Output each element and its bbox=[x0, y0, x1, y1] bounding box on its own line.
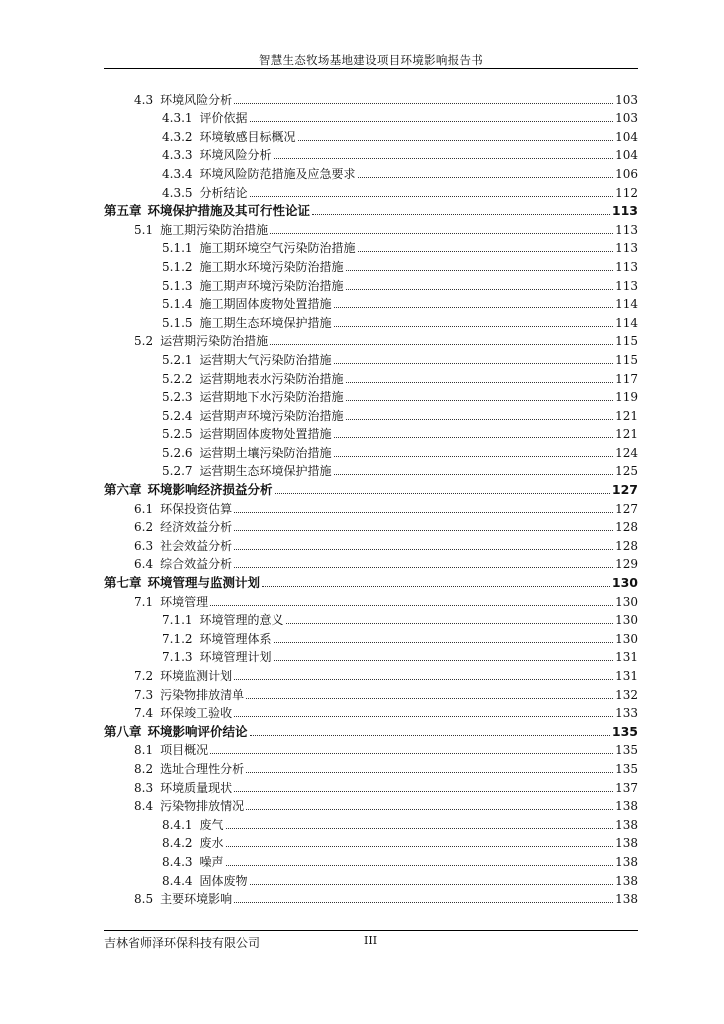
toc-entry-page: 106 bbox=[615, 166, 638, 181]
toc-entry-title: 选址合理性分析 bbox=[160, 761, 245, 776]
toc-entry-page: 131 bbox=[615, 669, 638, 683]
toc-entry[interactable] bbox=[104, 590, 638, 609]
toc-entry[interactable] bbox=[104, 274, 638, 293]
toc-entry-title: 运营期地下水污染防治措施 bbox=[199, 390, 344, 405]
dot-leader bbox=[334, 437, 614, 438]
toc-entry-page: 131 bbox=[615, 650, 638, 665]
toc-entry-title: 环境管理与监测计划 bbox=[147, 575, 261, 591]
toc-entry-number: 5.2.4 bbox=[162, 408, 193, 423]
dot-leader bbox=[246, 772, 613, 773]
dot-leader bbox=[346, 419, 614, 420]
dot-leader bbox=[270, 344, 613, 345]
toc-entry-page: 121 bbox=[615, 408, 638, 423]
dot-leader bbox=[250, 735, 610, 736]
toc-entry[interactable] bbox=[104, 386, 638, 405]
dot-leader bbox=[358, 251, 614, 252]
toc-entry-number: 5.2.1 bbox=[162, 352, 193, 367]
toc-entry-number: 5.1.5 bbox=[162, 315, 193, 330]
toc-entry-title: 运营期固体废物处置措施 bbox=[199, 427, 332, 442]
toc-entry-page: 121 bbox=[615, 427, 638, 442]
toc-entry-title: 环境管理的意义 bbox=[199, 613, 284, 628]
dot-leader bbox=[274, 660, 614, 661]
toc-entry-page: 138 bbox=[615, 892, 638, 907]
toc-entry-title: 施工期水环境污染防治措施 bbox=[199, 259, 344, 274]
toc-entry-number: 8.4.2 bbox=[162, 836, 193, 851]
running-header: 智慧生态牧场基地建设项目环境影响报告书 bbox=[258, 53, 484, 67]
toc-entry-title: 污染物排放清单 bbox=[160, 687, 245, 702]
dot-leader bbox=[234, 791, 613, 792]
dot-leader bbox=[286, 623, 614, 624]
toc-entry-title: 运营期大气污染防治措施 bbox=[199, 352, 332, 367]
footer-company: 吉林省师泽环保科技有限公司 bbox=[104, 936, 261, 950]
toc-entry-page: 137 bbox=[615, 780, 638, 795]
toc-entry-page: 138 bbox=[615, 873, 638, 888]
toc-entry-page: 119 bbox=[615, 390, 638, 405]
toc-entry-title: 运营期地表水污染防治措施 bbox=[199, 371, 344, 386]
toc-entry[interactable] bbox=[104, 255, 638, 274]
dot-leader bbox=[275, 493, 610, 494]
toc-entry-title: 施工期固体废物处置措施 bbox=[199, 297, 332, 312]
toc-entry-number: 4.3.4 bbox=[162, 166, 193, 181]
toc-entry[interactable] bbox=[104, 627, 638, 646]
toc-entry-title: 环境影响经济损益分析 bbox=[147, 482, 273, 498]
dot-leader bbox=[346, 270, 614, 271]
dot-leader bbox=[298, 140, 614, 141]
toc-entry-page: 113 bbox=[611, 203, 638, 219]
toc-entry[interactable] bbox=[104, 88, 638, 107]
toc-entry[interactable] bbox=[104, 218, 638, 237]
toc-entry-number: 7.2 bbox=[134, 669, 154, 683]
dot-leader bbox=[346, 289, 614, 290]
toc-entry-title: 运营期污染防治措施 bbox=[160, 334, 269, 349]
toc-entry-title: 环境影响评价结论 bbox=[147, 723, 248, 739]
toc-entry[interactable] bbox=[104, 516, 638, 535]
toc-entry[interactable] bbox=[104, 181, 638, 200]
dot-leader bbox=[234, 103, 613, 104]
toc-entry-number: 5.1.1 bbox=[162, 241, 193, 256]
toc-entry-number: 4.3.5 bbox=[162, 185, 193, 200]
toc-entry-page: 115 bbox=[615, 352, 638, 367]
toc-entry-title: 环境质量现状 bbox=[160, 780, 233, 795]
toc-entry-title: 评价依据 bbox=[199, 111, 248, 126]
toc-entry-page: 128 bbox=[615, 520, 638, 535]
toc-entry-number: 第八章 bbox=[104, 723, 142, 739]
toc-entry-title: 施工期声环境污染防治措施 bbox=[199, 278, 344, 293]
dot-leader bbox=[226, 846, 614, 847]
header-divider bbox=[104, 68, 638, 69]
dot-leader bbox=[234, 512, 613, 513]
toc-entry-number: 5.1 bbox=[134, 222, 154, 237]
toc-entry-page: 135 bbox=[615, 743, 638, 758]
dot-leader bbox=[270, 233, 613, 234]
dot-leader bbox=[234, 679, 613, 680]
toc-entry-title: 环境监测计划 bbox=[160, 669, 233, 683]
toc-entry-title: 项目概况 bbox=[160, 743, 209, 758]
toc-entry[interactable] bbox=[104, 404, 638, 423]
toc-entry[interactable] bbox=[104, 739, 638, 758]
toc-chapter-entry[interactable] bbox=[104, 571, 638, 590]
toc-entry-number: 8.5 bbox=[134, 892, 154, 907]
toc-entry[interactable] bbox=[104, 850, 638, 869]
dot-leader bbox=[234, 567, 613, 568]
toc-entry[interactable] bbox=[104, 125, 638, 144]
toc-entry-title: 社会效益分析 bbox=[160, 538, 233, 553]
toc-entry[interactable] bbox=[104, 144, 638, 163]
toc-entry[interactable] bbox=[104, 107, 638, 126]
toc-entry-number: 5.2.5 bbox=[162, 427, 193, 442]
toc-entry-title: 环境保护措施及其可行性论证 bbox=[147, 203, 311, 219]
toc-entry-page: 127 bbox=[615, 501, 638, 516]
toc-entry-title: 污染物排放情况 bbox=[160, 799, 245, 814]
dot-leader bbox=[250, 121, 614, 122]
toc-entry-page: 130 bbox=[615, 613, 638, 628]
dot-leader bbox=[250, 884, 614, 885]
toc-entry[interactable] bbox=[104, 534, 638, 553]
toc-entry-page: 115 bbox=[615, 334, 638, 349]
toc-entry-title: 运营期土壤污染防治措施 bbox=[199, 445, 332, 460]
dot-leader bbox=[334, 326, 614, 327]
toc-entry-number: 4.3.2 bbox=[162, 129, 193, 144]
toc-entry[interactable] bbox=[104, 683, 638, 702]
toc-entry-page: 132 bbox=[615, 687, 638, 702]
toc-entry-number: 5.1.2 bbox=[162, 259, 193, 274]
toc-entry-page: 113 bbox=[615, 259, 638, 274]
toc-entry[interactable] bbox=[104, 776, 638, 795]
toc-entry[interactable] bbox=[104, 888, 638, 907]
toc-entry-number: 8.4.3 bbox=[162, 854, 193, 869]
dot-leader bbox=[246, 698, 613, 699]
toc-entry-number: 8.1 bbox=[134, 743, 154, 758]
dot-leader bbox=[234, 549, 613, 550]
toc-entry-page: 130 bbox=[615, 594, 638, 609]
toc-entry-number: 5.2.2 bbox=[162, 371, 193, 386]
toc-entry-page: 103 bbox=[615, 111, 638, 126]
toc-entry-page: 125 bbox=[615, 464, 638, 479]
toc-entry[interactable] bbox=[104, 553, 638, 572]
toc-entry-page: 117 bbox=[615, 371, 638, 386]
toc-entry-number: 第七章 bbox=[104, 575, 142, 591]
toc-entry[interactable] bbox=[104, 330, 638, 349]
toc-entry-title: 固体废物 bbox=[199, 873, 248, 888]
toc-entry-number: 7.1.3 bbox=[162, 650, 193, 665]
toc-entry-title: 综合效益分析 bbox=[160, 557, 233, 572]
toc-entry-number: 7.3 bbox=[134, 687, 154, 702]
dot-leader bbox=[210, 605, 613, 606]
toc-entry-page: 104 bbox=[615, 148, 638, 163]
toc-chapter-entry[interactable] bbox=[104, 720, 638, 739]
toc-entry[interactable] bbox=[104, 311, 638, 330]
dot-leader bbox=[226, 828, 614, 829]
toc-chapter-entry[interactable] bbox=[104, 200, 638, 219]
toc-entry-number: 4.3 bbox=[134, 92, 154, 107]
toc-entry-title: 环境风险分析 bbox=[199, 148, 272, 163]
dot-leader bbox=[234, 716, 613, 717]
toc-entry[interactable] bbox=[104, 423, 638, 442]
toc-entry-title: 废水 bbox=[199, 836, 224, 851]
toc-entry-number: 5.2 bbox=[134, 334, 154, 349]
toc-entry-title: 经济效益分析 bbox=[160, 520, 233, 535]
toc-entry[interactable] bbox=[104, 757, 638, 776]
table-of-contents bbox=[104, 88, 638, 906]
toc-entry-number: 5.2.3 bbox=[162, 390, 193, 405]
toc-entry-number: 第六章 bbox=[104, 482, 142, 498]
toc-entry[interactable] bbox=[104, 795, 638, 814]
dot-leader bbox=[346, 400, 614, 401]
toc-entry-title: 噪声 bbox=[199, 854, 224, 869]
toc-entry-page: 127 bbox=[611, 482, 638, 498]
toc-entry-page: 130 bbox=[615, 631, 638, 646]
toc-entry-title: 运营期声环境污染防治措施 bbox=[199, 408, 344, 423]
toc-entry-page: 113 bbox=[615, 241, 638, 256]
toc-entry[interactable] bbox=[104, 813, 638, 832]
dot-leader bbox=[262, 586, 610, 587]
toc-entry-number: 6.1 bbox=[134, 501, 154, 516]
toc-entry-number: 8.4.4 bbox=[162, 873, 193, 888]
toc-entry[interactable] bbox=[104, 832, 638, 851]
footer-page-number: III bbox=[364, 934, 378, 947]
toc-entry-number: 5.1.3 bbox=[162, 278, 193, 293]
toc-entry-title: 环境管理体系 bbox=[199, 631, 272, 646]
toc-entry-page: 103 bbox=[615, 92, 638, 107]
toc-entry-title: 环境敏感目标概况 bbox=[199, 129, 296, 144]
footer-divider bbox=[104, 930, 638, 931]
toc-entry-title: 分析结论 bbox=[199, 185, 248, 200]
toc-entry-number: 8.3 bbox=[134, 780, 154, 795]
toc-entry-number: 7.1 bbox=[134, 594, 154, 609]
dot-leader bbox=[334, 363, 614, 364]
toc-chapter-entry[interactable] bbox=[104, 478, 638, 497]
toc-entry-number: 第五章 bbox=[104, 203, 142, 219]
toc-entry-title: 运营期生态环境保护措施 bbox=[199, 464, 332, 479]
toc-entry-page: 135 bbox=[611, 723, 638, 739]
toc-entry-page: 114 bbox=[615, 297, 638, 312]
dot-leader bbox=[274, 158, 614, 159]
toc-entry-page: 112 bbox=[615, 185, 638, 200]
toc-entry[interactable] bbox=[104, 664, 638, 683]
toc-entry[interactable] bbox=[104, 162, 638, 181]
toc-entry-page: 128 bbox=[615, 538, 638, 553]
dot-leader bbox=[210, 753, 613, 754]
toc-entry-number: 8.2 bbox=[134, 761, 154, 776]
toc-entry-title: 环境管理 bbox=[160, 594, 209, 609]
toc-entry-title: 环境管理计划 bbox=[199, 650, 272, 665]
toc-entry-title: 环境风险分析 bbox=[160, 92, 233, 107]
toc-entry-page: 130 bbox=[611, 575, 638, 591]
toc-entry[interactable] bbox=[104, 348, 638, 367]
toc-entry-page: 104 bbox=[615, 129, 638, 144]
dot-leader bbox=[346, 382, 614, 383]
toc-entry-number: 4.3.1 bbox=[162, 111, 193, 126]
toc-entry-number: 8.4 bbox=[134, 799, 154, 814]
toc-entry-title: 施工期环境空气污染防治措施 bbox=[199, 241, 356, 256]
toc-entry-page: 135 bbox=[615, 761, 638, 776]
toc-entry-number: 5.2.6 bbox=[162, 445, 193, 460]
toc-entry-page: 138 bbox=[615, 854, 638, 869]
toc-entry-title: 环境风险防范措施及应急要求 bbox=[199, 166, 356, 181]
dot-leader bbox=[226, 865, 614, 866]
toc-entry-title: 施工期污染防治措施 bbox=[160, 222, 269, 237]
toc-entry-page: 138 bbox=[615, 817, 638, 832]
toc-entry[interactable] bbox=[104, 237, 638, 256]
dot-leader bbox=[234, 530, 613, 531]
toc-entry-number: 7.1.1 bbox=[162, 613, 193, 628]
toc-entry[interactable] bbox=[104, 293, 638, 312]
toc-entry[interactable] bbox=[104, 367, 638, 386]
dot-leader bbox=[250, 196, 614, 197]
toc-entry-number: 7.1.2 bbox=[162, 631, 193, 646]
toc-entry-title: 环保竣工验收 bbox=[160, 706, 233, 721]
toc-entry-page: 113 bbox=[615, 278, 638, 293]
toc-entry[interactable] bbox=[104, 460, 638, 479]
toc-entry-title: 施工期生态环境保护措施 bbox=[199, 315, 332, 330]
dot-leader bbox=[334, 307, 614, 308]
toc-entry[interactable] bbox=[104, 609, 638, 628]
dot-leader bbox=[274, 642, 614, 643]
dot-leader bbox=[334, 456, 614, 457]
toc-entry-title: 主要环境影响 bbox=[160, 892, 233, 907]
toc-entry-page: 138 bbox=[615, 836, 638, 851]
toc-entry-number: 6.4 bbox=[134, 557, 154, 572]
toc-entry-page: 124 bbox=[615, 445, 638, 460]
toc-entry-number: 5.2.7 bbox=[162, 464, 193, 479]
toc-entry-page: 114 bbox=[615, 315, 638, 330]
dot-leader bbox=[358, 177, 614, 178]
dot-leader bbox=[334, 474, 614, 475]
dot-leader bbox=[312, 214, 610, 215]
toc-entry-title: 废气 bbox=[199, 817, 224, 832]
dot-leader bbox=[234, 902, 613, 903]
toc-entry-page: 129 bbox=[615, 557, 638, 572]
toc-entry[interactable] bbox=[104, 497, 638, 516]
toc-entry-title: 环保投资估算 bbox=[160, 501, 233, 516]
toc-entry[interactable] bbox=[104, 869, 638, 888]
toc-entry-number: 6.2 bbox=[134, 520, 154, 535]
toc-entry-number: 7.4 bbox=[134, 706, 154, 721]
toc-entry-page: 133 bbox=[615, 706, 638, 721]
toc-entry-number: 4.3.3 bbox=[162, 148, 193, 163]
toc-entry-number: 6.3 bbox=[134, 538, 154, 553]
toc-entry-page: 138 bbox=[615, 799, 638, 814]
toc-entry[interactable] bbox=[104, 441, 638, 460]
dot-leader bbox=[246, 809, 613, 810]
toc-entry-page: 113 bbox=[615, 222, 638, 237]
toc-entry[interactable] bbox=[104, 702, 638, 721]
toc-entry-number: 8.4.1 bbox=[162, 817, 193, 832]
toc-entry-number: 5.1.4 bbox=[162, 297, 193, 312]
toc-entry[interactable] bbox=[104, 646, 638, 665]
